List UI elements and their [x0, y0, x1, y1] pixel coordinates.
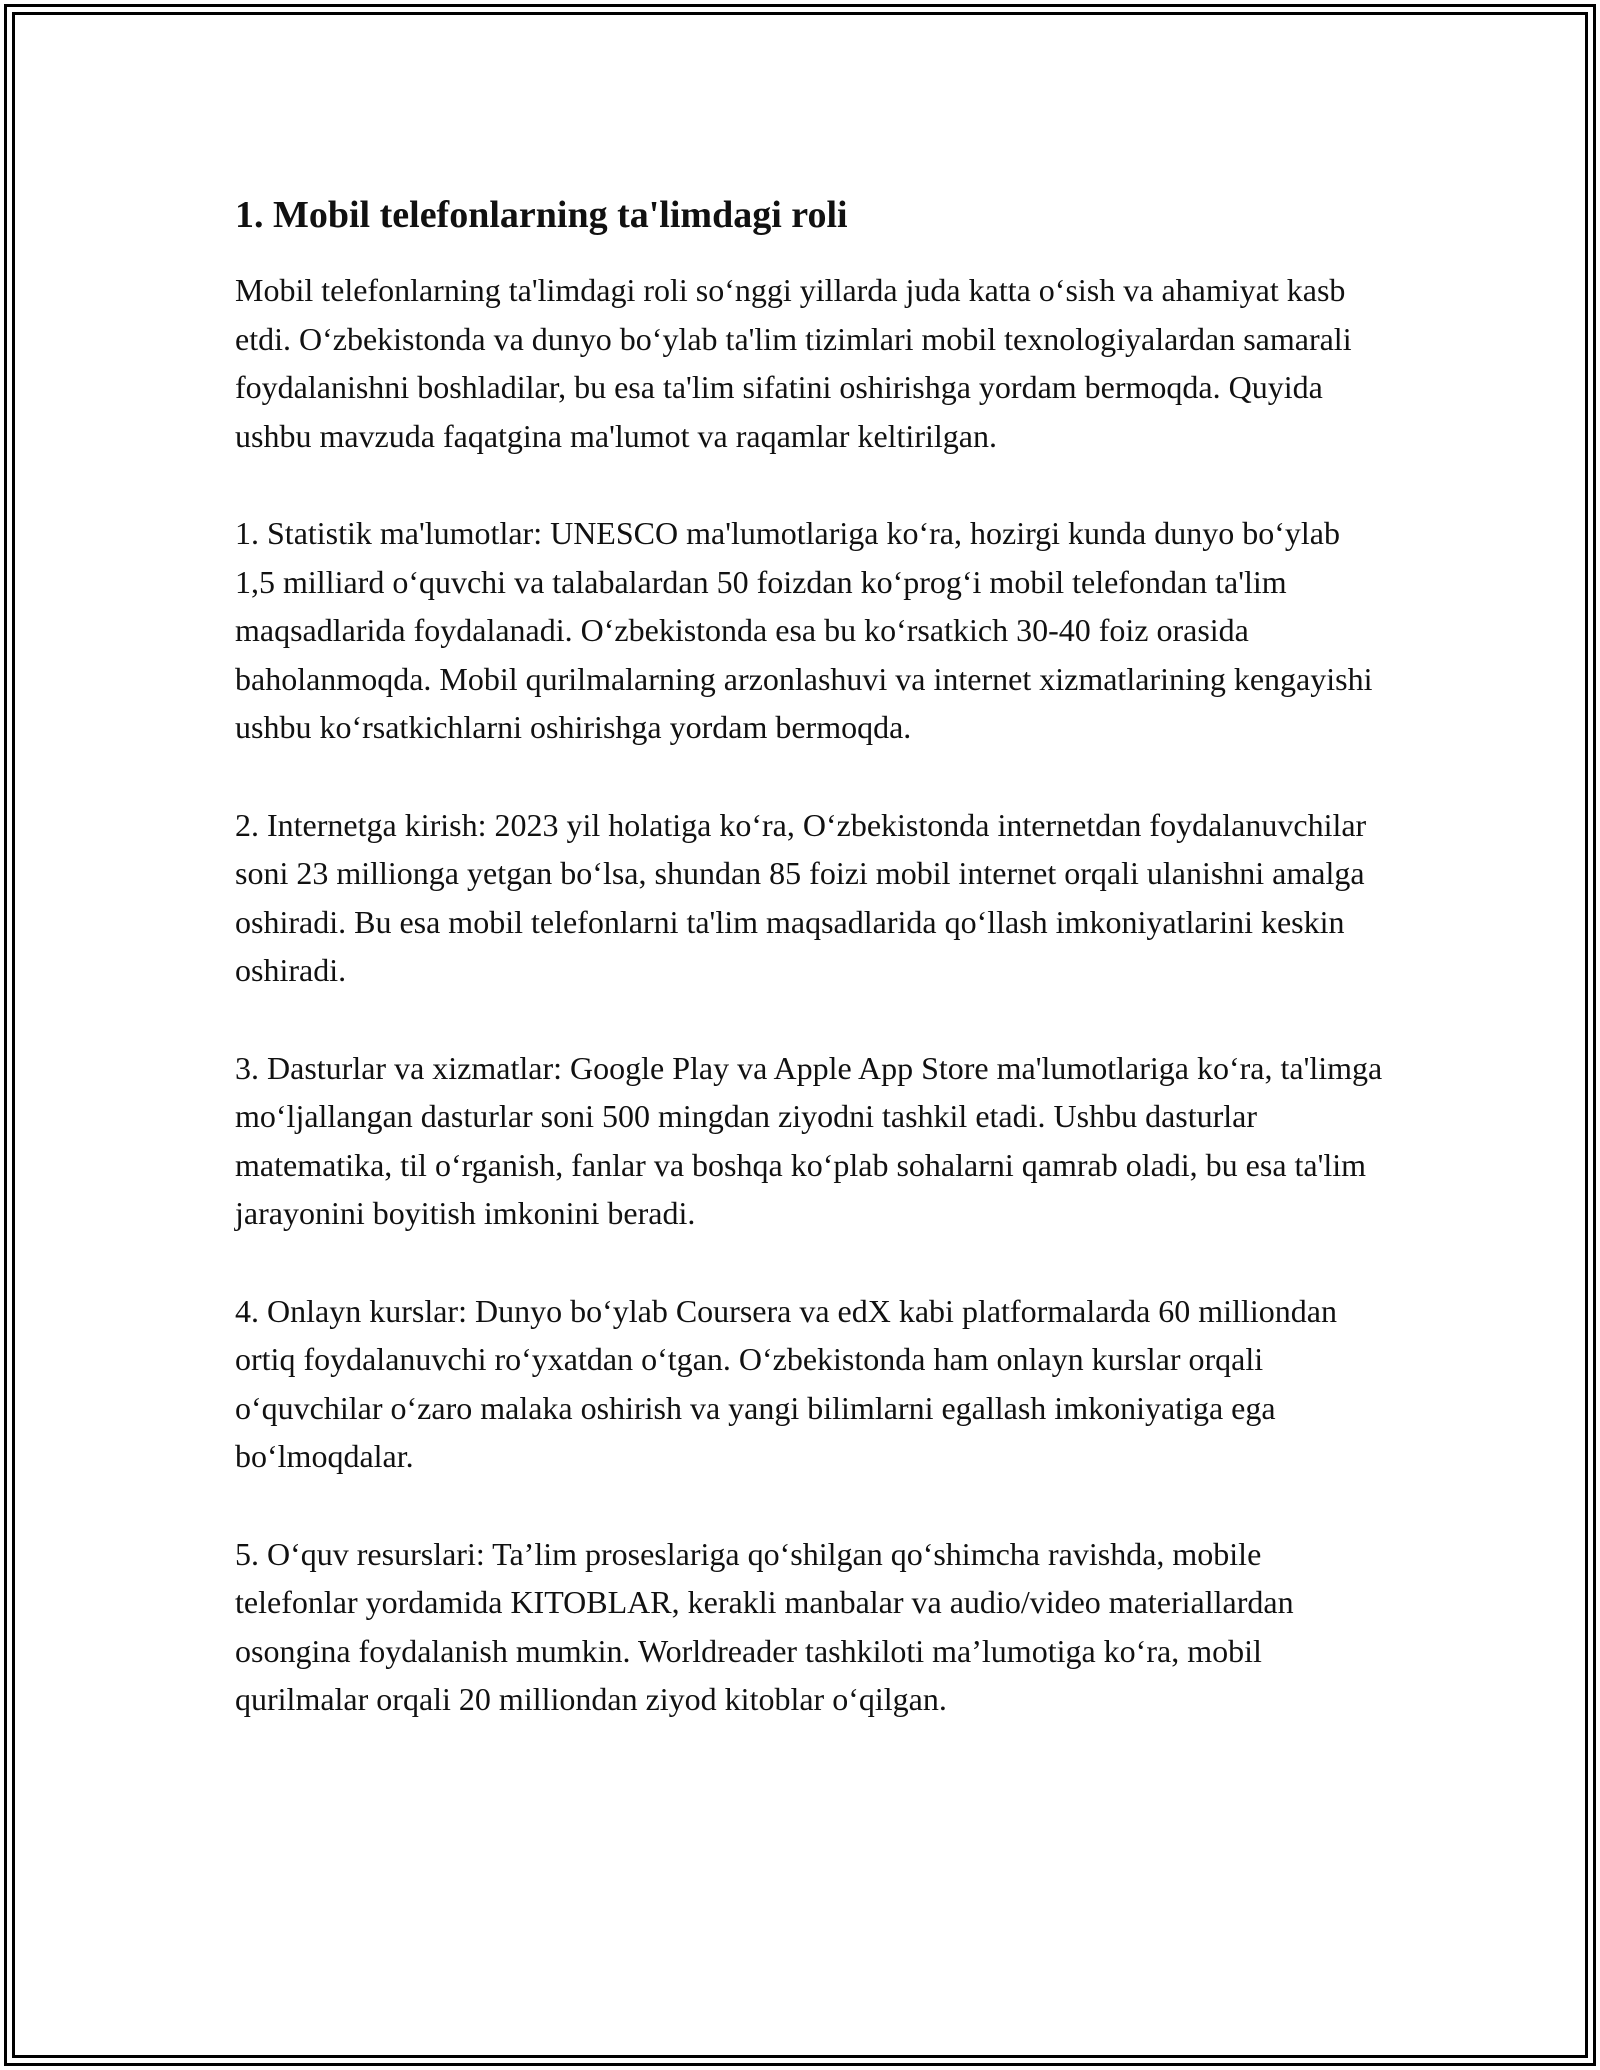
document-title: 1. Mobil telefonlarning ta'limdagi roli: [235, 194, 848, 236]
list-item-internet-access: 2. Internetga kirish: 2023 yil holatiga ko‘ra, O‘zbekistonda internetdan foydalanuvchilar soni 23 millionga yetgan bo‘lsa, shundan 85 foizi mobil internet orqali ulanishni amalga oshiradi. Bu esa mobil telefonlarni ta'lim maqsadlarida qo‘llash imkoniyatlarini keskin oshiradi.: [235, 806, 1367, 988]
list-item-online-courses: 4. Onlayn kurslar: Dunyo bo‘ylab Coursera va edX kabi platformalarda 60 milliondan ortiq foydalanuvchi ro‘yxatdan o‘tgan. O‘zbekistonda ham onlayn kurslar orqali o‘quvchilar o‘zaro malaka oshirish va yangi bilimlarni egallash imkoniyatiga ega bo‘lmoqdalar.: [235, 1292, 1337, 1474]
list-item-learning-resources: 5. O‘quv resurslari: Ta’lim proseslariga qo‘shilgan qo‘shimcha ravishda, mobile telefonlar yordamida KITOBLAR, kerakli manbalar va audio/video materiallardan osongina foydalanish mumkin. Worldreader tashkiloti ma’lumotiga ko‘ra, mobil qurilmalar orqali 20 milliondan ziyod kitoblar o‘qilgan.: [235, 1535, 1294, 1717]
document-body: [235, 182, 1385, 1724]
intro-paragraph: Mobil telefonlarning ta'limdagi roli so‘nggi yillarda juda katta o‘sish va ahamiyat kasb etdi. O‘zbekistonda va dunyo bo‘ylab ta'lim tizimlari mobil texnologiyalardan samarali foydalanishni boshladilar, bu esa ta'lim sifatini oshirishga yordam bermoqda. Quyida ushbu mavzuda faqatgina ma'lumot va raqamlar keltirilgan.: [235, 272, 1352, 454]
list-item-apps-services: 3. Dasturlar va xizmatlar: Google Play va Apple App Store ma'lumotlariga ko‘ra, ta'limga mo‘ljallangan dasturlar soni 500 mingdan ziyodni tashkil etadi. Ushbu dasturlar matematika, til o‘rganish, fanlar va boshqa ko‘plab sohalarni qamrab oladi, bu esa ta'lim jarayonini boyitish imkonini beradi.: [235, 1049, 1383, 1231]
list-item-statistics: 1. Statistik ma'lumotlar: UNESCO ma'lumotlariga ko‘ra, hozirgi kunda dunyo bo‘ylab 1,5 milliard o‘quvchi va talabalardan 50 foizdan ko‘prog‘i mobil telefondan ta'lim maqsadlarida foydalanadi. O‘zbekistonda esa bu ko‘rsatkich 30-40 foiz orasida baholanmoqda. Mobil qurilmalarning arzonlashuvi va internet xizmatlarining kengayishi ushbu ko‘rsatkichlarni oshirishga yordam bermoqda.: [235, 515, 1373, 745]
